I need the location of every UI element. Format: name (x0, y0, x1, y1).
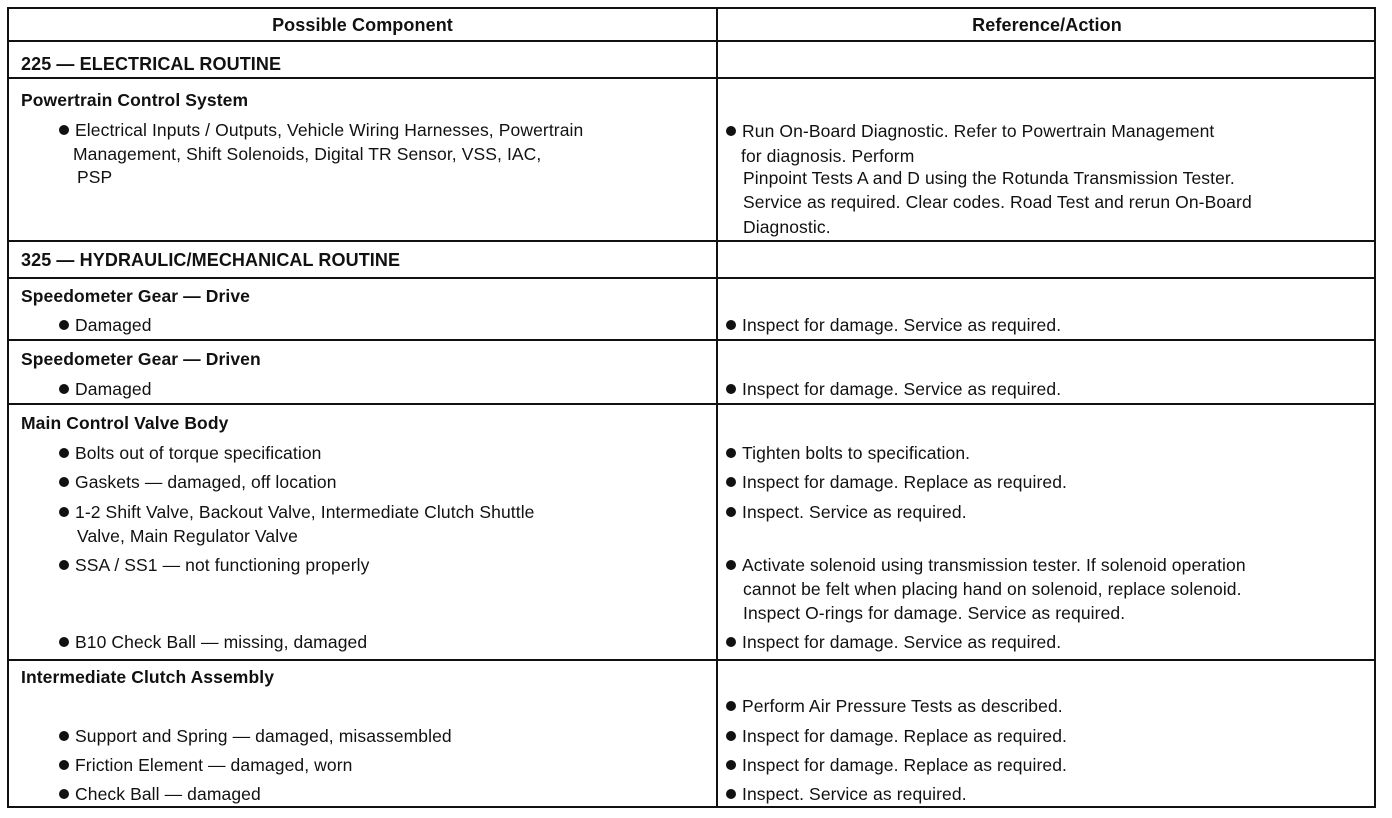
action-item: Inspect. Service as required. (726, 782, 967, 806)
column-divider (716, 9, 718, 806)
action-item: Run On-Board Diagnostic. Refer to Powertrain Management (726, 119, 1214, 143)
group-title-intermediate-clutch: Intermediate Clutch Assembly (21, 667, 275, 687)
bullet-icon (726, 560, 736, 570)
action-item-continued: for diagnosis. Perform (741, 146, 915, 166)
action-item: Activate solenoid using transmission tester. If solenoid operation (726, 553, 1246, 577)
component-item-continued: PSP (77, 167, 113, 187)
action-item-continued: cannot be felt when placing hand on solenoid, replace solenoid. (743, 579, 1242, 599)
group-title-valve-body: Main Control Valve Body (21, 413, 229, 433)
action-item: Inspect for damage. Replace as required. (726, 470, 1067, 494)
component-item: Gaskets — damaged, off location (59, 470, 337, 494)
bullet-icon (59, 125, 69, 135)
bullet-icon (726, 789, 736, 799)
bullet-icon (59, 477, 69, 487)
row-divider (9, 339, 1374, 341)
action-item: Inspect for damage. Replace as required. (726, 753, 1067, 777)
bullet-icon (726, 731, 736, 741)
diagnosis-table (7, 7, 1376, 808)
bullet-icon (726, 637, 736, 647)
bullet-icon (726, 448, 736, 458)
action-item-continued: Diagnostic. (743, 217, 831, 237)
bullet-icon (59, 789, 69, 799)
component-item-continued: Valve, Main Regulator Valve (77, 526, 298, 546)
section-title-electrical: 225 — ELECTRICAL ROUTINE (21, 54, 282, 74)
bullet-icon (726, 126, 736, 136)
bullet-icon (59, 560, 69, 570)
component-item: SSA / SS1 — not functioning properly (59, 553, 369, 577)
component-item: Damaged (59, 377, 152, 401)
header-divider (9, 40, 1374, 42)
row-divider (9, 277, 1374, 279)
action-item: Inspect for damage. Service as required. (726, 377, 1061, 401)
component-item: Check Ball — damaged (59, 782, 261, 806)
row-divider (9, 659, 1374, 661)
component-item-continued: Management, Shift Solenoids, Digital TR Sensor, VSS, IAC, (73, 144, 542, 164)
bullet-icon (726, 320, 736, 330)
bullet-icon (59, 384, 69, 394)
component-item: Friction Element — damaged, worn (59, 753, 352, 777)
column-header-action: Reference/Action (972, 15, 1122, 35)
row-divider (9, 403, 1374, 405)
column-header-component: Possible Component (272, 15, 453, 35)
row-divider (9, 77, 1374, 79)
bullet-icon (59, 731, 69, 741)
bullet-icon (59, 507, 69, 517)
group-title-speedometer-driven: Speedometer Gear — Driven (21, 349, 261, 369)
action-item: Inspect for damage. Replace as required. (726, 724, 1067, 748)
bullet-icon (726, 384, 736, 394)
action-item: Perform Air Pressure Tests as described. (726, 694, 1063, 718)
group-title-speedometer-drive: Speedometer Gear — Drive (21, 286, 251, 306)
bullet-icon (59, 760, 69, 770)
group-title-powertrain: Powertrain Control System (21, 90, 249, 110)
action-item: Inspect for damage. Service as required. (726, 313, 1061, 337)
action-item-continued: Pinpoint Tests A and D using the Rotunda Transmission Tester. (743, 168, 1235, 188)
row-divider (9, 240, 1374, 242)
component-item: Bolts out of torque specification (59, 441, 322, 465)
action-item: Tighten bolts to specification. (726, 441, 970, 465)
bullet-icon (59, 448, 69, 458)
component-item: Support and Spring — damaged, misassembled (59, 724, 452, 748)
action-item-continued: Inspect O-rings for damage. Service as required. (743, 603, 1126, 623)
bullet-icon (59, 320, 69, 330)
component-item: Damaged (59, 313, 152, 337)
component-item: 1-2 Shift Valve, Backout Valve, Intermediate Clutch Shuttle (59, 500, 535, 524)
bullet-icon (59, 637, 69, 647)
bullet-icon (726, 760, 736, 770)
bullet-icon (726, 701, 736, 711)
action-item-continued: Service as required. Clear codes. Road Test and rerun On-Board (743, 192, 1252, 212)
component-item: B10 Check Ball — missing, damaged (59, 630, 367, 654)
section-title-hydraulic: 325 — HYDRAULIC/MECHANICAL ROUTINE (21, 250, 401, 270)
action-item: Inspect for damage. Service as required. (726, 630, 1061, 654)
bullet-icon (726, 507, 736, 517)
component-item: Electrical Inputs / Outputs, Vehicle Wiring Harnesses, Powertrain (59, 118, 583, 142)
bullet-icon (726, 477, 736, 487)
action-item: Inspect. Service as required. (726, 500, 967, 524)
